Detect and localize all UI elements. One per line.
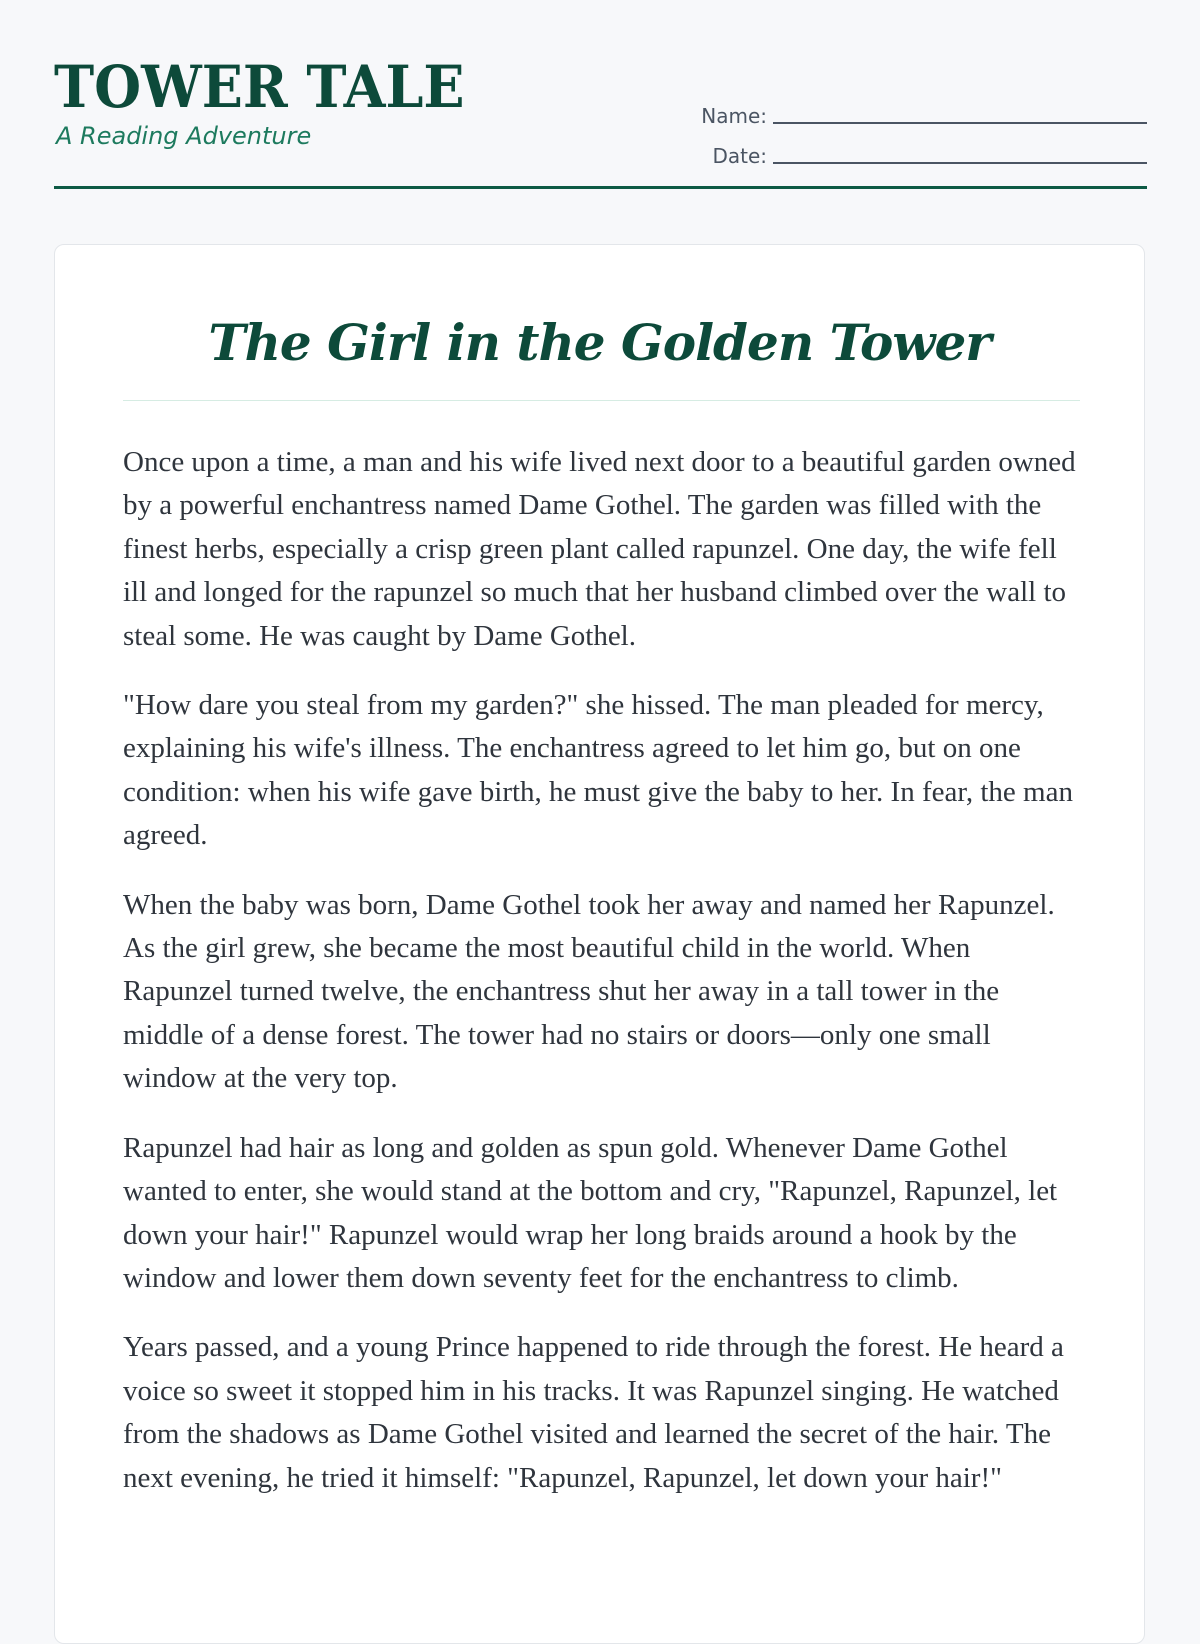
title-divider <box>123 400 1080 401</box>
story-paragraph: Years passed, and a young Prince happened to ride through the forest. He heard a voice so sweet it stopped him in his tracks. It was Rapunzel singing. He watched from the shadows as Dame Gothel visited and learned the secret of the hair. The next evening, he tried it himself: "Rapunzel, Rapunzel, let down your hair!" <box>123 1331 1064 1494</box>
story-paragraph: Rapunzel had hair as long and golden as spun gold. Whenever Dame Gothel wanted to enter, she would stand at the bottom and cry, "Rapunzel, Rapunzel, let down your hair!" Rapunzel would wrap her long braids around a hook by the window and lower them down seventy feet for the enchantress to climb. <box>123 1131 1058 1294</box>
header-divider <box>54 186 1147 189</box>
story-body <box>123 441 1083 1526</box>
brand-subtitle: A Reading Adventure <box>56 122 312 150</box>
date-field-row <box>701 128 1147 168</box>
story-paragraph: "How dare you steal from my garden?" she hissed. The man pleaded for mercy, explaining his wife's illness. The enchantress agreed to let him go, but on one condition: when his wife gave birth, he must give the baby to her. In fear, the man agreed. <box>123 689 1073 852</box>
name-blank-line[interactable] <box>773 122 1147 124</box>
name-label: Name: <box>701 104 767 128</box>
student-fields <box>701 88 1147 168</box>
name-field-row <box>701 88 1147 128</box>
story-title: The Girl in the Golden Tower <box>208 313 991 372</box>
story-card <box>54 244 1145 1644</box>
worksheet-header <box>54 50 1147 190</box>
story-paragraph: When the baby was born, Dame Gothel took her away and named her Rapunzel. As the girl grew, she became the most beautiful child in the world. When Rapunzel turned twelve, the enchantress shut her away in a tall tower in the middle of a dense forest. The tower had no stairs or doors—only one small window at the very top. <box>123 888 1055 1095</box>
story-paragraph: Once upon a time, a man and his wife lived next door to a beautiful garden owned by a powerful enchantress named Dame Gothel. The garden was filled with the finest herbs, especially a crisp green plant called rapunzel. One day, the wife fell ill and longed for the rapunzel so much that her husband climbed over the wall to steal some. He was caught by Dame Gothel. <box>123 446 1076 652</box>
date-blank-line[interactable] <box>773 162 1147 164</box>
brand-title: TOWER TALE <box>54 53 465 121</box>
date-label: Date: <box>712 144 767 168</box>
